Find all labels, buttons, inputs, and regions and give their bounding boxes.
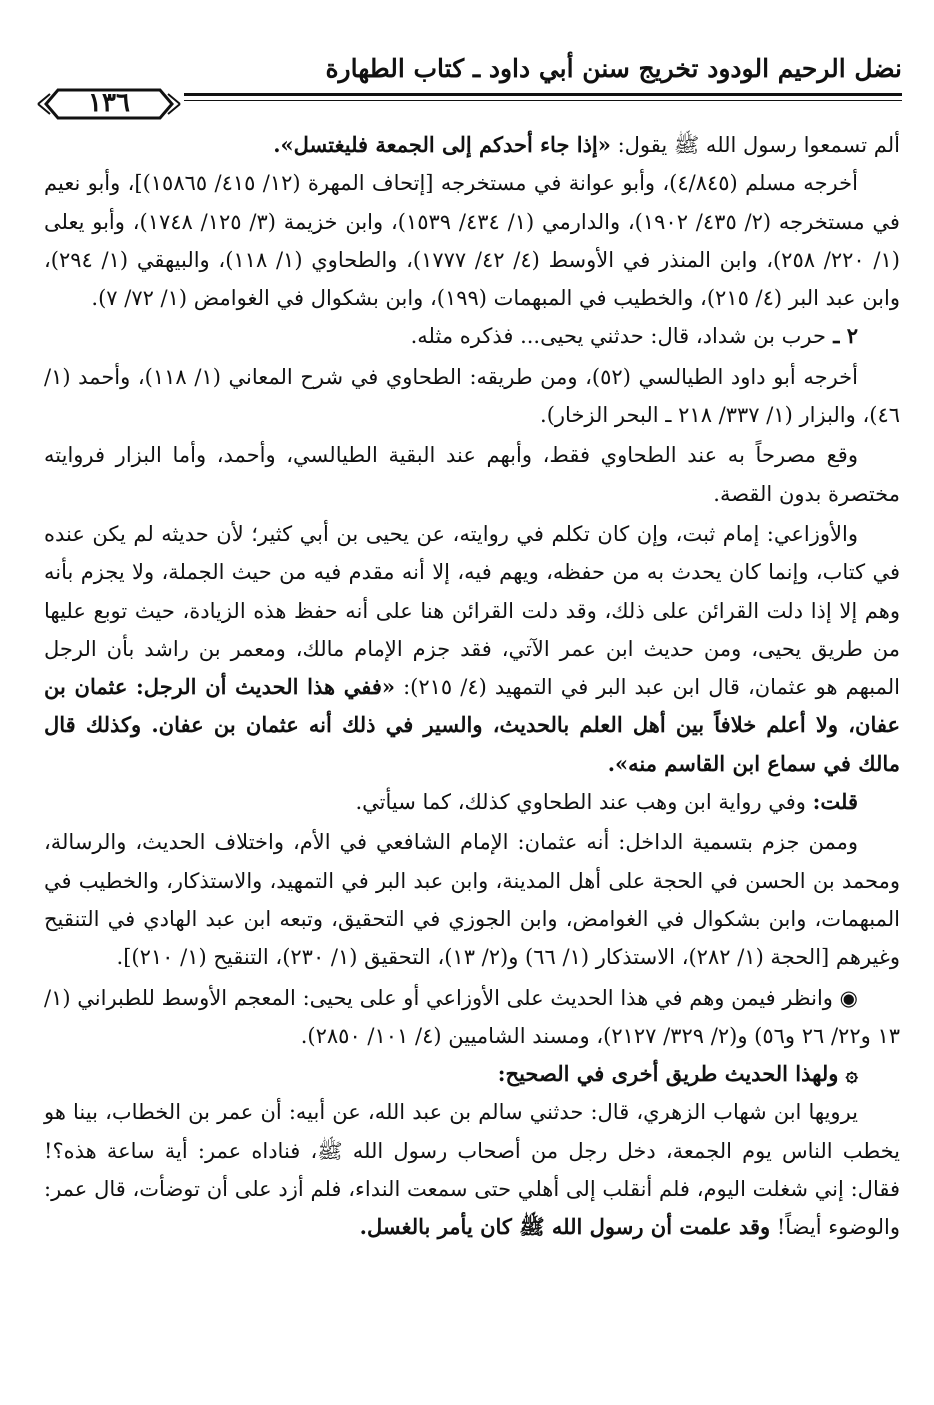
paragraph-umar-hadith <box>44 1093 900 1246</box>
bullet-icon: ◉ <box>832 985 859 1010</box>
paragraph-naming: وممن جزم بتسمية الداخل: أنه عثمان: الإمام الشافعي في الأم، واختلاف الحديث، والرسالة، ومحمد بن الحسن في الحجة على أهل المدينة، وابن عبد البر في التمهيد، والاستذكار، والخطيب في المبهمات، وابن بشكوال في الغوامض، وابن الجوزي في التحقيق، وتبعه ابن عبد الهادي في التنقيح وغيرهم [الحجة (١/ ٢٨٢)، الاستذكار (١/ ٦٦) و(٢/ ١٣)، التحقيق (١/ ٢٣٠)، التنقيح (١/ ٢١٠)]. <box>44 830 900 970</box>
paragraph-awzai <box>44 515 900 783</box>
paragraph-qultu <box>44 783 900 821</box>
ibn-abd-al-barr-quote: «ففي هذا الحديث أن الرجل: عثمان بن عفان، ولا أعلم خلافاً بين أهل العلم بالحديث، والسير في ذلك أنه عثمان بن عفان. وكذلك قال مالك في سماع ابن القاسم منه». <box>44 674 900 776</box>
running-title: نضل الرحيم الودود تخريج سنن أبي داود ـ كتاب الطهارة <box>325 54 902 83</box>
qultu-text: وفي رواية ابن وهب عند الطحاوي كذلك، كما سيأتي. <box>355 790 813 815</box>
paragraph-see-also <box>44 979 900 1056</box>
qultu-label: قلت: <box>812 789 858 815</box>
page-number: ١٣٦ <box>88 88 130 118</box>
chain-number: ٢ ـ <box>825 323 858 349</box>
subheading-text: ولهذا الحديث طريق أخرى في الصحيح: <box>497 1061 839 1087</box>
awzai-text: والأوزاعي: إمام ثبت، وإن كان تكلم في روايته، عن يحيى بن أبي كثير؛ لأن حديثه لم يكن عنده في كتاب، وإنما كان يحدث به من حفظه، ويهم فيه، إلا أنه مقدم فيه من حيث الجملة، ولا يجزم بأنه وهم إلا إذا دلت القرائن على ذلك، وقد دلت القرائن هنا على أنه حفظ هذه الزيادة، حيث توبع عليها من طريق يحيى، ومن حديث ابن عمر الآتي، فقد جزم الإمام مالك، ومعمر بن راشد بأن الرجل المبهم هو عثمان، قال ابن عبد البر في التمهيد (٤/ ٢١٥): <box>44 521 900 700</box>
flower-icon: ۞ <box>838 1061 858 1087</box>
umar-hadith-conclusion: وقد علمت أن رسول الله ﷺ كان يأمر بالغسل. <box>359 1214 771 1240</box>
paragraph-chain-2 <box>44 317 900 355</box>
see-also-text: وانظر فيمن وهم في هذا الحديث على الأوزاعي أو على يحيى: المعجم الأوسط للطبراني (١/ ١٣ و٢٢/ ٢٦ و٥٦) و(٢/ ٣٢٩/ ٢١٢٧)، ومسند الشاميين (٤/ ١٠١/ ٢٨٥٠). <box>44 985 900 1048</box>
paragraph-1 <box>44 126 900 164</box>
running-header <box>34 48 902 118</box>
umar-hadith-text: يرويها ابن شهاب الزهري، قال: حدثني سالم بن عبد الله، عن أبيه: أن عمر بن الخطاب، بينا هو يخطب الناس يوم الجمعة، دخل رجل من أصحاب رسول الله ﷺ، فناداه عمر: أية ساعة هذه؟! فقال: إني شغلت اليوم، فلم أنقلب إلى أهلي حتى سمعت النداء، فلم أزد على أن توضأت، قال عمر: والوضوء أيضاً! <box>44 1100 900 1240</box>
paragraph-1-text: ألم تسمعوا رسول الله ﷺ يقول: <box>610 133 900 157</box>
page-number-box <box>34 84 184 124</box>
header-rule <box>184 93 902 96</box>
paragraph-subheading <box>44 1055 900 1093</box>
header-rule-thin <box>184 100 902 101</box>
chain-text: حرب بن شداد، قال: حدثني يحيى... فذكره مثله. <box>410 324 826 349</box>
page-body <box>44 126 900 1247</box>
paragraph-comment-1: وقع مصرحاً به عند الطحاوي فقط، وأبهم عند البقية الطيالسي، وأحمد، وأما البزار فروايته مختصرة بدون القصة. <box>44 443 900 506</box>
hadith-quote-1: «إذا جاء أحدكم إلى الجمعة فليغتسل». <box>273 132 611 157</box>
paragraph-takhrij-1: أخرجه مسلم (٤/٨٤٥)، وأبو عوانة في مستخرجه [إتحاف المهرة (١٢/ ٤١٥/ ١٥٨٦٥)]، وأبو نعيم في مستخرجه (٢/ ٤٣٥/ ١٩٠٢)، والدارمي (١/ ٤٣٤/ ١٥٣٩)، وابن خزيمة (٣/ ١٢٥/ ١٧٤٨)، وأبو يعلى (١/ ٢٢٠/ ٢٥٨)، وابن المنذر في الأوسط (٤/ ٤٢/ ١٧٧٧)، والطحاوي (١/ ١١٨)، والبيهقي (١/ ٢٩٤)، وابن عبد البر (٤/ ٢١٥)، والخطيب في المبهمات (١٩٩)، وابن بشكوال في الغوامض (١/ ٧٢/ ٧). <box>44 171 900 311</box>
paragraph-takhrij-2: أخرجه أبو داود الطيالسي (٥٢)، ومن طريقه: الطحاوي في شرح المعاني (١/ ١١٨)، وأحمد (١/ ٤٦)، والبزار (١/ ٣٣٧/ ٢١٨ ـ البحر الزخار). <box>44 364 900 428</box>
